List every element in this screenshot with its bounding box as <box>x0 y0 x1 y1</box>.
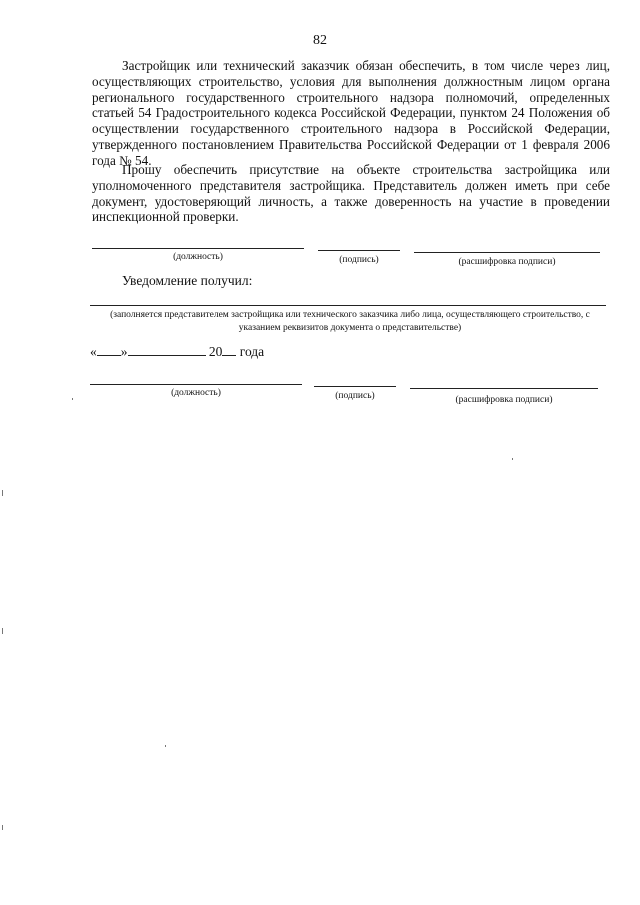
scan-speck <box>512 458 513 460</box>
year-prefix: 20 <box>208 344 223 359</box>
name-line-1 <box>414 252 600 253</box>
paragraph-obligations-text: Застройщик или технический заказчик обязан обеспечить, в том числе через лиц, осуществляющих строительство, условия для выполнения должностным лицом органа регионального государственного строительного надзора полномочий, определенных статьей 54 Градостроительного кодекса Российской Федерации, пунктом 24 Положения об осуществлении государственного строительного надзора в Российской Федерации, утвержденного постановлением Правительства Российской Федерации от 1 февраля 2006 года № 54. <box>92 58 610 168</box>
scan-speck <box>2 628 3 634</box>
scan-speck <box>2 825 3 830</box>
open-quote: « <box>90 344 97 359</box>
fill-instruction-note: (заполняется представителем застройщика или технического заказчика либо лица, осуществляющего строительство, с указанием реквизитов документа о представительстве) <box>110 310 590 333</box>
day-blank <box>97 343 121 356</box>
paragraph-request <box>92 162 610 225</box>
scan-speck <box>72 398 73 400</box>
name-caption-2: (расшифровка подписи) <box>455 395 553 405</box>
signature-line-1 <box>318 250 400 251</box>
date-row <box>90 343 264 360</box>
page-number: 82 <box>313 33 327 48</box>
paragraph-request-text: Прошу обеспечить присутствие на объекте строительства застройщика или уполномоченного представителя застройщика. Представитель должен иметь при себе документ, удостоверяющий личность, а также доверенность на участие в проведении инспекционной проверки. <box>92 162 610 225</box>
scan-speck <box>2 490 3 496</box>
year-blank <box>222 343 236 356</box>
name-caption-1: (расшифровка подписи) <box>458 257 556 267</box>
position-caption-1: (должность) <box>173 252 223 262</box>
signature-line-2 <box>314 386 396 387</box>
year-suffix: года <box>239 344 265 359</box>
position-caption-2: (должность) <box>171 388 221 398</box>
name-line-2 <box>410 388 598 389</box>
month-blank <box>128 343 206 356</box>
close-quote: » <box>120 344 128 359</box>
scan-speck <box>165 745 166 747</box>
representative-line <box>90 305 606 306</box>
signature-caption-1: (подпись) <box>339 255 379 265</box>
position-line-2 <box>90 384 302 385</box>
signature-caption-2: (подпись) <box>335 391 375 401</box>
position-line-1 <box>92 248 304 249</box>
notification-received-label: Уведомление получил: <box>122 273 253 288</box>
paragraph-obligations <box>92 58 610 169</box>
